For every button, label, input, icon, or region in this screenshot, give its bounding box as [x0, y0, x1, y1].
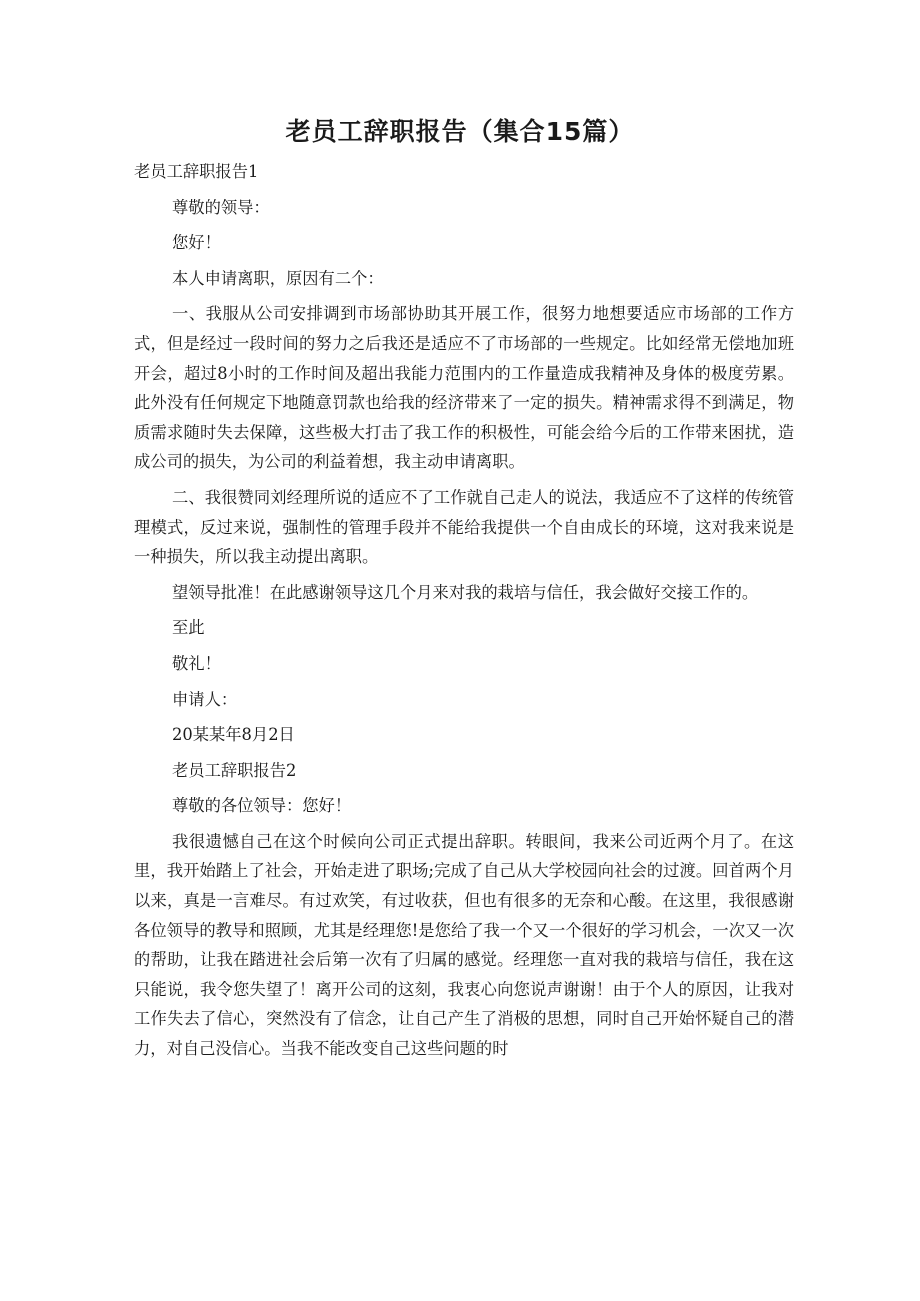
document-title: 老员工辞职报告（集合15篇） [285, 117, 635, 146]
body-paragraph: 我很遗憾自己在这个时候向公司正式提出辞职。转眼间，我来公司近两个月了。在这里，我开始踏上了社会，开始走进了职场;完成了自己从大学校园向社会的过渡。回首两个月以来，真是一言难尽。有过欢笑，有过收获，但也有很多的无奈和心酸。在这里，我很感谢各位领导的教导和照顾，尤其是经理您!是您给了我一个又一个很好的学习机会，一次又一次的帮助，让我在踏进社会后第一次有了归属的感觉。经理您一直对我的栽培与信任，我在这只能说，我令您失望了！离开公司的这刻，我衷心向您说声谢谢！由于个人的原因，让我对工作失去了信心，突然没有了信念，让自己产生了消极的思想，同时自己开始怀疑自己的潜力，对自己没信心。当我不能改变自己这些问题的时 [134, 831, 794, 1059]
reason-paragraph-2: 二、我很赞同刘经理所说的适应不了工作就自己走人的说法，我适应不了这样的传统管理模式，反过来说，强制性的管理手段并不能给我提供一个自由成长的环境，这对我来说是一种损失，所以我主动提出离职。 [134, 487, 794, 567]
section-heading: 老员工辞职报告1 [134, 162, 259, 181]
closing-line: 望领导批准！在此感谢领导这几个月来对我的栽培与信任，我会做好交接工作的。 [172, 582, 759, 602]
section-heading: 老员工辞职报告2 [172, 760, 297, 780]
greeting: 您好！ [172, 233, 221, 253]
zhici-line: 至此 [172, 618, 205, 638]
salute-line: 敬礼！ [172, 653, 221, 673]
salutation: 尊敬的领导： [172, 197, 270, 217]
salutation: 尊敬的各位领导：您好！ [172, 796, 352, 816]
intro-line: 本人申请离职，原因有二个： [172, 268, 384, 288]
date-line: 20某某年8月2日 [172, 725, 295, 745]
applicant-line: 申请人： [172, 689, 238, 709]
document-body [134, 157, 794, 1070]
reason-paragraph-1: 一、我服从公司安排调到市场部协助其开展工作，很努力地想要适应市场部的工作方式，但是经过一段时间的努力之后我还是适应不了市场部的一些规定。比如经常无偿地加班开会，超过8小时的工作时间及超出我能力范围内的工作量造成我精神及身体的极度劳累。此外没有任何规定下地随意罚款也给我的经济带来了一定的损失。精神需求得不到满足，物质需求随时失去保障，这些极大打击了我工作的积极性，可能会给今后的工作带来困扰，造成公司的损失，为公司的利益着想，我主动申请离职。 [134, 304, 794, 472]
